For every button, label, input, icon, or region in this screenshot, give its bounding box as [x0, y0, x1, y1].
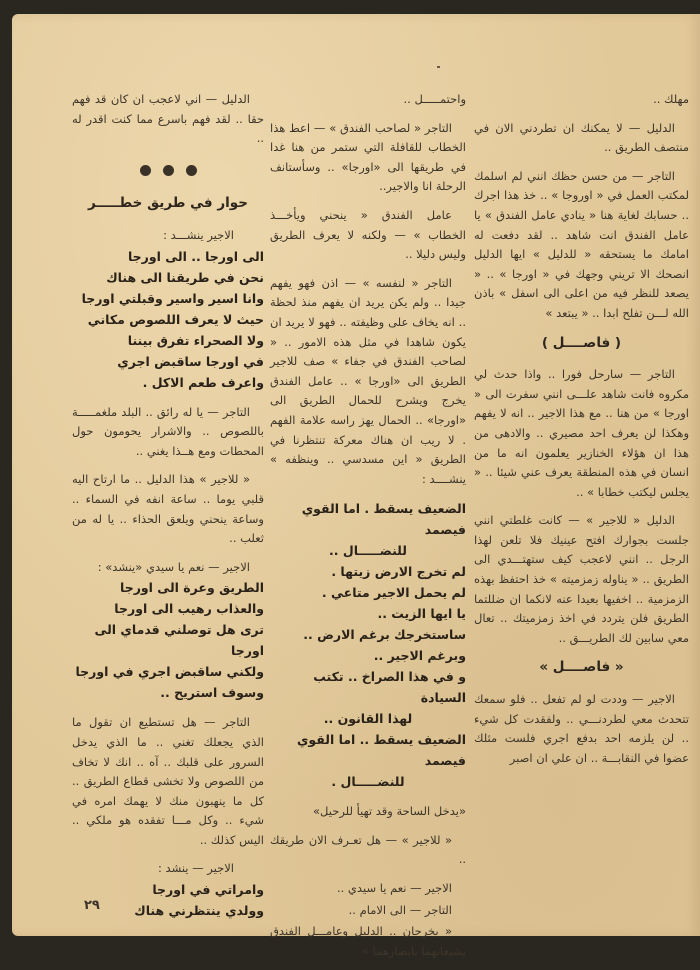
poem-line: ساستخرجك برغم الارض ..: [303, 627, 466, 643]
column-left: [72, 90, 264, 931]
poem-line: و في هذا الصراخ .. تكتب السيادة: [313, 669, 466, 706]
song-line: واعرف طعم الاكل .: [142, 374, 264, 390]
poem-line: وبرغم الاجير ..: [373, 648, 466, 664]
song-line: في اورجا ساقبض اجري: [117, 353, 264, 369]
poem-block: [270, 498, 466, 792]
song-line: حيث لا يعرف اللصوص مكاني: [87, 311, 264, 327]
song-line: والعذاب رهيب الى اورجا: [114, 601, 264, 617]
column-right: [474, 90, 689, 777]
song-block: [72, 246, 264, 393]
dot-icon: [140, 165, 151, 176]
print-mark: [437, 66, 440, 68]
poem-line: لم يحمل الاجير متاعي .: [321, 585, 466, 601]
section-divider-dots: [72, 163, 264, 183]
paragraph: التاجر « لنفسه » — اذن فهو يفهم جيدا .. ولم يكن يريد ان يفهم منذ لحظة .. انه يخاف على وظيفته .. فهو لا يريد ان يكون شاهدا في مثل هذه الامور .. « لصاحب الفندق في جفاء » صف للاجير الطريق الى «اورجا » .. عامل الفندق يخرج ويشرح للحمال الطريق الى «اورجا» .. الحمال يهز راسه علامة الفهم . لا ريب ان هناك معركة تنتظرنا في الطريق « اين مسدسي .. وينظفه » ينشــــد :: [270, 275, 466, 486]
paragraph: التاجر — من حسن حظك انني لم اسلمك لمكتب العمل في « اوروجا » .. خذ هذا اجرك .. حسابك لغاية هنا « ينادي عامل الفندق » يا عامل الفندق انت شاهد .. لقد دفعت له امامك ما يستحقه « للدليل » ايها الدليل انصحك الا تريني وجهك في « اورجا » .. « يصعد للنظر فيه من اعلى الى اسفل » باذن الله لـــن تفلح ابدا .. « يبتعد »: [474, 168, 689, 320]
poem-line: لم تخرج الارض زيتها .: [331, 564, 466, 580]
song-line: ولكني ساقبض اجري في اورجا: [75, 664, 264, 680]
paragraph: الاجير — وددت لو لم تفعل .. فلو سمعك تتحدث معي لطردنـــي .. ولفقدت كل شيء .. لن يلزمه احد بدفع اجري فلست مثلك عضوا في النقابـــة .. ان علي ان اصبر: [474, 692, 689, 765]
page-number: ٢٩: [84, 898, 100, 913]
song-intro: الاجير ينشـــد :: [163, 227, 234, 242]
song-block: [72, 879, 264, 921]
poem-line: لهذا القانون ..: [323, 711, 413, 727]
paragraph: « للاجير » هذا الدليل .. ما ارتاح اليه قلبي يوما .. ساعة انفه في السماء .. وساعة ينحني ويلعق الحذاء .. يا له من ثعلب ..: [72, 472, 264, 546]
dot-icon: [186, 165, 197, 176]
scene-break-heading: ( فاصــــل ): [541, 334, 622, 351]
paragraph: التاجر — الى الامام ..: [348, 902, 452, 917]
stage-direction: « يخرجان .. الدليل وعامـــل الفندق يشيعانهما بابصارهما »: [270, 924, 466, 958]
song-block: [72, 577, 264, 703]
paragraph: الدليل « للاجير » — كانت غلطتي انني جلست بجوارك افتح عينيك فلا تلعن لهذا الرجل .. انني لاعجب كيف ستهتـــدي الى الطريق .. « يناوله زمزميته » خذ احتفظ بهذه الزمزمية .. اخفيها بعيدا عنه لانكما ان ضللتما الطريق فلن يتردد في اخذ زمزميتك .. تعال معي سابين لك الطريـــق ..: [474, 513, 689, 645]
song-line: ترى هل توصلني قدماي الى اورجا: [94, 622, 264, 659]
magazine-page: [12, 14, 700, 958]
song-line: وولدي ينتظرني هناك: [134, 903, 264, 919]
poem-line: للنضـــــال .: [331, 774, 405, 790]
paragraph: واحتمـــــل ..: [403, 92, 466, 106]
paragraph: التاجر « لصاحب الفندق » — اعط هذا الخطاب للقافلة التي ستمر من هنا غدا في طريقها الى «اورجا» .. وسأستانف الرحلة انا والاجير..: [270, 120, 466, 194]
column-middle: [270, 90, 466, 970]
paragraph: التاجر — يا له رائق .. البلد ملغمـــــة باللصوص .. والاشرار يحومون حول المحطات ومع هــذا يغني ..: [72, 404, 264, 458]
poem-line: الضعيف يسقط .. اما القوي فيصمد: [296, 732, 466, 769]
paragraph: التاجر — سارحل فورا .. واذا حدث لي مكروه فانت شاهد علـــى انني سفرت الى « اورجا » من هنا .. مع هذا الاجير .. انه لا يفهم وهكذا لن يعرف احد مصيري .. والادهى من هذا ان هؤلاء الخنازير يعلمون انه ما من انسان في هذه المنطقة يعرف عني شيئا .. « يجلس ليكتب خطابا » ..: [474, 367, 689, 499]
paragraph: الدليل — لا يمكنك ان تطردني الان في منتصف الطريق ..: [474, 120, 689, 155]
song-line: ولا الصحراء تفرق بيننا: [127, 332, 264, 348]
paragraph: الدليل — اني لاعجب ان كان قد فهم حقا .. لقد فهم باسرع مما كنت اقدر له ..: [72, 92, 264, 146]
paragraph: التاجر — هل تستطيع ان تقول ما الذي يجعلك تغني .. ما الذي يدخل السرور على قلبك .. آه .. انك لا تخاف من اللصوص ولا تخشى قطاع الطريق .. كل ما ينهبون منك لا يهمك امره في شيء .. وكل مـــا تفقده هو ملكي .. اليس كذلك ..: [72, 715, 264, 847]
poem-line: للنضـــــال ..: [329, 543, 407, 559]
song-line: الطريق وعرة الى اورجا: [120, 580, 264, 596]
paragraph: الاجير — نعم يا سيدي ..: [336, 881, 452, 896]
scene-break-heading: « فاصــــل »: [539, 659, 624, 676]
paragraph: مهلك ..: [653, 92, 689, 106]
section-title: حوار في طريق خطـــــر: [88, 195, 248, 212]
poem-line: الضعيف يسقط . اما القوي فيصمد: [301, 501, 466, 538]
song-line: وامراتي في اورجا: [152, 882, 264, 898]
song-line: الى اورجا .. الى اورجا: [127, 248, 264, 264]
dot-icon: [163, 165, 174, 176]
poem-line: يا ايها الزيت ..: [377, 606, 466, 622]
paragraph: « للاجير » — هل تعـرف الان طريقك ..: [270, 832, 466, 867]
song-line: وسوف استريح ..: [160, 685, 264, 701]
song-line: وانا اسير واسير وقبلتي اورجا: [81, 290, 264, 306]
song-intro: الاجير — نعم يا سيدي «ينشد» :: [97, 559, 250, 574]
song-line: نحن في طريقنا الى هناك: [106, 269, 264, 285]
stage-direction: «يدخل الساحة وقد تهيأ للرحيل»: [313, 804, 466, 819]
song-intro: الاجير — ينشد :: [158, 861, 234, 876]
paragraph: عامل الفندق « ينحني ويأخـــذ الخطاب » — ولكنه لا يعرف الطريق وليس دليلا ..: [270, 207, 466, 262]
